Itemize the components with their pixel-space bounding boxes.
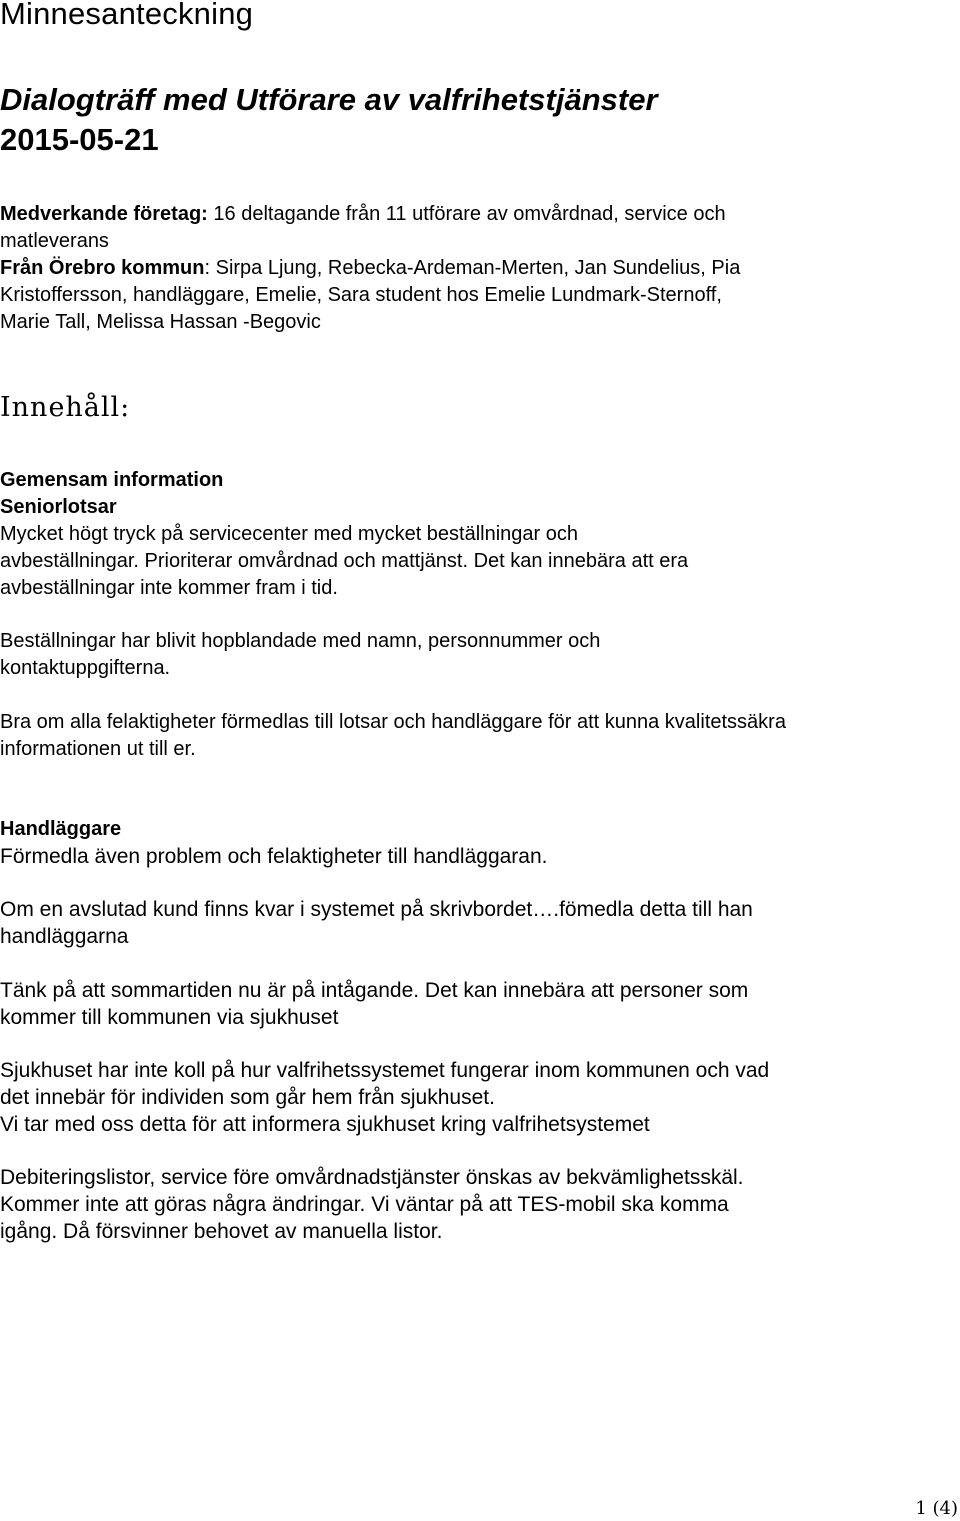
handlaggare-paragraph-4b: Vi tar med oss detta för att informera sjukhuset kring valfrihetsystemet <box>0 1113 650 1136</box>
seniorlotsar-paragraph-1: Mycket högt tryck på servicecenter med mycket beställningar och avbeställningar. Prioriterar omvårdnad och mattjänst. Det kan innebära att era avbeställningar inte kommer fram i tid. <box>0 523 689 599</box>
document-title: Dialogträff med Utförare av valfrihetstjänster <box>0 82 658 117</box>
companies-text: 16 deltagande från 11 utförare av omvårdnad, service och matleverans <box>0 203 726 252</box>
seniorlotsar-heading: Seniorlotsar <box>0 496 117 518</box>
handlaggare-paragraph-3: Tänk på att sommartiden nu är på intågande. Det kan innebära att personer som kommer till kommunen via sjukhuset <box>0 979 749 1029</box>
handlaggare-paragraph-5: Debiteringslistor, service före omvårdnadstjänster önskas av bekvämlighetsskäl. Kommer inte att göras några ändringar. Vi väntar på att TES-mobil ska komma igång. Då försvinner behovet av manuella listor. <box>0 1166 744 1243</box>
seniorlotsar-paragraph-3: Bra om alla felaktigheter förmedlas till lotsar och handläggare för att kunna kvalitetssäkra informationen ut till er. <box>0 711 786 760</box>
handlaggare-paragraph-4a: Sjukhuset har inte koll på hur valfrihetssystemet fungerar inom kommunen och vad det innebär för individen som går hem från sjukhuset. <box>0 1059 770 1109</box>
handlaggare-heading: Handläggare <box>0 818 122 840</box>
handlaggare-paragraph-1: Förmedla även problem och felaktigheter till handläggaran. <box>0 845 548 868</box>
participants-paragraph <box>0 201 760 336</box>
document-type-label: Minnesanteckning <box>0 0 254 31</box>
municipality-label: Från Örebro kommun <box>0 257 205 279</box>
general-info-heading: Gemensam information <box>0 469 224 491</box>
seniorlotsar-paragraph-2: Beställningar har blivit hopblandade med namn, personnummer och kontaktuppgifterna. <box>0 630 601 679</box>
contents-heading: Innehåll: <box>0 392 131 423</box>
companies-label: Medverkande företag: <box>0 203 208 225</box>
municipality-text: : Sirpa Ljung, Rebecka-Ardeman-Merten, Jan Sundelius, Pia Kristoffersson, handläggare, Emelie, Sara student hos Emelie Lundmark-Sternoff, Marie Tall, Melissa Hassan -Begovic <box>0 257 741 333</box>
page-number: 1 (4) <box>915 1498 958 1519</box>
handlaggare-paragraph-2: Om en avslutad kund finns kvar i systemet på skrivbordet….fömedla detta till han handläggarna <box>0 898 753 948</box>
document-date: 2015-05-21 <box>0 122 159 157</box>
